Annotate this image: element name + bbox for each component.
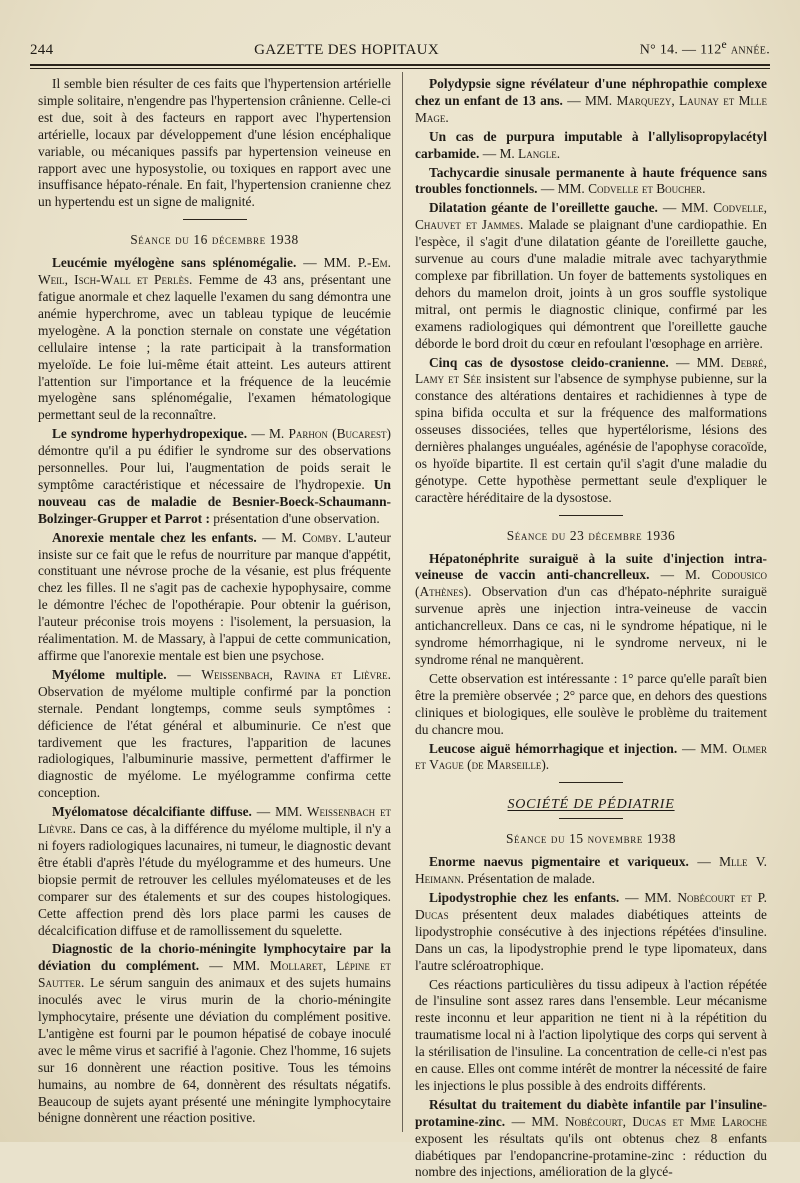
entry-title: Enorme naevus pigmentaire et variqueux. [429, 854, 689, 870]
entry-title: Cinq cas de dysostose cleido-cranienne. [429, 354, 669, 370]
entry-authors: — Weissenbach, Ravina et Lièvre. [177, 666, 391, 682]
entry-title: Myélomatose décalcifiante diffuse. [52, 804, 252, 820]
entry-text: Observation de myélome multiple confirmé par la ponction sternale. Pendant longtemps, comme seuls symptômes : déficience de l'état général et albuminurie. Ce n'est que tardivement que les fractures, l'apparition de lacunes radiologiques, l'albuminurie massive, permettent d'affirmer le diagnostic de myélome. Le myélogramme confirma cette conception. [38, 683, 391, 801]
column-divider [402, 72, 403, 1132]
entry-authors: — MM. Codvelle, Chauvet et Jammes. [415, 200, 768, 233]
entry-dysostose [415, 355, 767, 507]
entry-title: Polydypsie signe révélateur d'une néphropathie complexe chez un enfant de 13 ans. [415, 76, 767, 108]
entry-authors: — MM. Olmer et Vague (de Marseille). [415, 740, 767, 773]
entry-authors: — MM. P.-Em. Weil, Isch-Wall et Perlès. [38, 255, 391, 288]
session-heading: Séance du 15 novembre 1938 [505, 831, 677, 847]
entry-authors: — M. Codousico (Athènes). [415, 567, 767, 600]
society-heading: SOCIÉTÉ DE PÉDIATRIE [507, 797, 675, 813]
section-rule [559, 782, 623, 783]
entry-dilatation [415, 200, 767, 352]
left-column [38, 76, 391, 1129]
entry-authors: — MM. Debré, Lamy et Sée [415, 354, 768, 387]
entry-authors: — M. Parhon (Bucarest) [251, 426, 391, 442]
entry-title: Le syndrome hyperhydropexique. [52, 426, 248, 442]
entry-lipodystrophie [415, 890, 767, 975]
entry-naevus [415, 854, 767, 888]
entry-authors: — MM. Marquezy, Launay et Mlle Mage. [415, 92, 767, 125]
entry-tachycardie [415, 165, 767, 199]
issue-ordinal: e [721, 38, 727, 51]
entry-myelomatose [38, 804, 391, 939]
entry-authors: — MM. Codvelle et Boucher. [540, 181, 706, 197]
entry-hepatonephrite-cont: Cette observation est intéressante : 1° parce qu'elle paraît bien être la première observée ; 2° parce que, en dehors des questions cliniques et biologiques, elle soulève le problème du traitement du chancre mou. [415, 670, 767, 737]
entry-authors: — MM. Weissenbach et Lièvre. [38, 804, 391, 837]
entry-text: exposent les résultats qu'ils ont obtenus chez 8 enfants diabétiques par l'endopancrine-protamine-zinc : réduction du nombre des injections, amélioration de la glycé- [415, 1130, 767, 1180]
right-column [415, 76, 767, 1183]
entry-authors: — Mlle V. Heimann. [415, 854, 767, 887]
entry-leucemie [38, 255, 391, 424]
entry-authors: — M. Langle. [482, 145, 561, 161]
entry-leucose [415, 741, 767, 775]
entry-text: Dans ce cas, à la différence du myélome multiple, il n'y a ni foyers radiologiques lacunaires, ni tumeur, le diagnostic devant être établi d'après l'étude du myélogramme et des humeurs. Une biopsie permit de retrouver les cellules myélomateuses et de les comparer sur des étalements et sur des coupes histologiques. Cette affection prend dès lors place parmi les causes de décalcification diffuse et de ramollissement du squelette. [38, 821, 391, 938]
entry-text: L'auteur insiste sur ce fait que le refus de nourriture par manque d'appétit, constituant une névrose proche de la vésanie, est plus fréquente chez les filles. Il ne s'agit pas de cachexie hypophysaire, comme le démontre l'échec de l'opothérapie. Pour obtenir la guérison, l'auteur préconise trois moyens : l'isolement, la persuasion, la réalimentation. M. de Massary, à l'appui de cette communication, affirme que l'anorexie mentale est bien une psychose. [38, 529, 392, 663]
intro-paragraph: Il semble bien résulter de ces faits que l'hypertension artérielle simple solitaire, n'engendre pas l'hypertension crânienne. Celle-ci est due, soit à des facteurs en rapport avec l'hypertension artérielle, locaux par développement d'une lésion encéphalique variable, ou mécaniques passifs par hypertension veineuse en rapport avec une hyposystolie, ou toxiques en rapport avec une insuffisance hépato-rénale. En fait, l'hypertension cranienne chez un hypertendu est un signe de malignité. [38, 76, 391, 210]
section-rule [183, 219, 247, 220]
entry-text: Femme de 43 ans, présentant une fatigue anormale et chez laquelle l'examen du sang démontra une anémie hyperchrome, avec un tableau typique de leucémie myelogène. A la ponction sternale on constate une végétation cellulaire intense ; la rate participait à la transformation myeloïde. Le foie lui-même était atteint. Les auteurs attirent l'attention sur l'importance et la fréquence de la leucémie myelogène sans splénomégalie, l'examen hématologique permettant seul de la reconnaître. [38, 272, 391, 423]
entry-title: Hépatonéphrite suraiguë à la suite d'injection intra-veineuse de vaccin anti-chancrelleux. [415, 550, 767, 583]
entry-text: présentent deux malades diabétiques atteints de lipodystrophie consécutive à des injections répétées d'insuline. Dans un cas, la lipodystrophie prend le type lipomateux, dans l'autre scléroatrophique. [415, 906, 767, 973]
entry-title: Leucémie myélogène sans splénomégalie. [52, 255, 297, 271]
entry-anorexie [38, 530, 391, 665]
entry-title: Anorexie mentale chez les enfants. [52, 529, 257, 545]
entry-chorio-meningite [38, 941, 391, 1127]
entry-title: Diagnostic de la chorio-méningite lymphocytaire par la déviation du complément. [38, 941, 391, 974]
entry-purpura [415, 129, 767, 163]
entry-title: Un nouveau cas de maladie de Besnier-Boeck-Schaumann-Bolzinger-Grupper et Parrot : [38, 476, 391, 526]
entry-title: Myélome multiple. [52, 666, 167, 682]
entry-title: Résultat du traitement du diabète infantile par l'insuline-protamine-zinc. [415, 1096, 767, 1129]
entry-authors: — MM. Nobécourt, Ducas et Mme Laroche [511, 1113, 767, 1129]
entry-title: Un cas de purpura imputable à l'allylisopropylacétyl carbamide. [415, 128, 767, 161]
entry-text: Le sérum sanguin des animaux et des sujets humains inoculés avec le virus murin de la chorio-méningite lymphocytaire, présente une déviation du complément positive. L'antigène est fourni par le poumon hépatisé de cobaye inoculé avec le même virus et sacrifié à l'agonie. Chez l'homme, 16 sujets sur 16 donnèrent une réaction positive. Tous les témoins humains, au nombre de 64, donnèrent des résultats négatifs. Beaucoup de sujets ayant présenté une méningite lymphocytaire bénigne donnèrent une réaction positive. [38, 975, 391, 1126]
entry-title: Leucose aiguë hémorrhagique et injection. [429, 740, 678, 756]
section-rule [559, 818, 623, 819]
entry-authors: — MM. Nobécourt et P. Ducas [415, 889, 767, 922]
page-number: 244 [30, 41, 54, 58]
running-header [30, 38, 770, 64]
entry-myelome [38, 667, 391, 802]
entry-text: Observation d'un cas d'hépato-néphrite suraiguë survenue après une injection intra-veineuse de vaccin antichancrelleux. Dans ce cas, ni le syndrome hépatique, ni le syndrome hémorrhagique, ni le syndrome nerveux, ni le syndrome rénal ne manquèrent. [415, 584, 767, 667]
entry-authors: — M. Comby. [262, 529, 342, 545]
entry-title: Tachycardie sinusale permanente à haute fréquence sans troubles fonctionnels. [415, 164, 767, 197]
entry-title: Dilatation géante de l'oreillette gauche. [429, 200, 658, 216]
entry-text: Présentation de malade. [467, 871, 595, 887]
session-heading: Séance du 16 décembre 1938 [130, 232, 299, 248]
entry-text: insistent sur l'absence de symphyse pubienne, sur la constance des altérations dentaires et rachidiennes à type de spina bifida occulta et sur la fréquence des malformations osseuses dissociées, telles que hypertélorisme, lésions des dernières phalanges unguéales, agénésie de l'apophyse coracoïde, os hyoïde bipartite. Il est certain qu'il s'agit d'une maladie du génotype. Cette hypothèse permettant seule d'expliquer le caractère héréditaire de la dysostose. [415, 371, 767, 505]
issue-number: N° 14. — 112 [639, 42, 722, 58]
entry-title: Lipodystrophie chez les enfants. [429, 889, 620, 905]
entry-hyperhydropexique [38, 426, 391, 527]
section-rule [559, 515, 623, 516]
entry-diabete [415, 1097, 767, 1182]
journal-title: GAZETTE DES HOPITAUX [254, 41, 439, 58]
entry-hepatonephrite [415, 551, 767, 669]
entry-authors: — MM. Mollaret, Lépine et Sautter. [38, 958, 391, 991]
entry-text: Malade se plaignant d'une cardiopathie. En l'espèce, il s'agit d'une dilatation géante de l'oreillette gauche, survenue au cours d'une maladie mitrale avec tachyarythmie complexe par fibrillation. Un foyer de battements systoliques en dehors du mamelon droit, joints à un gros souffle systolique mitral, ont permis le diagnostic clinique, confirmé par les examens radiologiques qui démontrent que l'oreillette gauche déborde le bord droit du cœur en refoulant l'œsophage en arrière. [415, 217, 768, 351]
issue-info [640, 38, 770, 59]
entry-lipodystrophie-cont: Ces réactions particulières du tissu adipeux à l'action répétée de l'insuline sont assez rares dans l'ensemble. Leur mécanisme reste inconnu et leur apparition ne tient ni à la répétition du traumatisme local ni à l'action lipolytique des corps qui servent à la stérilisation de l'insuline. La concentration de celle-ci n'est pas en cause. Elles ont comme intérêt de montrer la nécessité de faire les injections le plus possible à des endroits différents. [415, 976, 767, 1093]
entry-polydypsie [415, 76, 767, 127]
issue-year-label: année. [730, 42, 770, 58]
entry-text: présentation d'une observation. [213, 510, 380, 526]
header-rule [30, 64, 770, 69]
session-heading: Séance du 23 décembre 1936 [506, 527, 676, 543]
entry-text: démontre qu'il a pu édifier le syndrome sur des observations personnelles. Pour lui, l'augmentation de poids serait le symptôme caractéristique et nécessaire de l'hydropexie. [38, 443, 391, 492]
